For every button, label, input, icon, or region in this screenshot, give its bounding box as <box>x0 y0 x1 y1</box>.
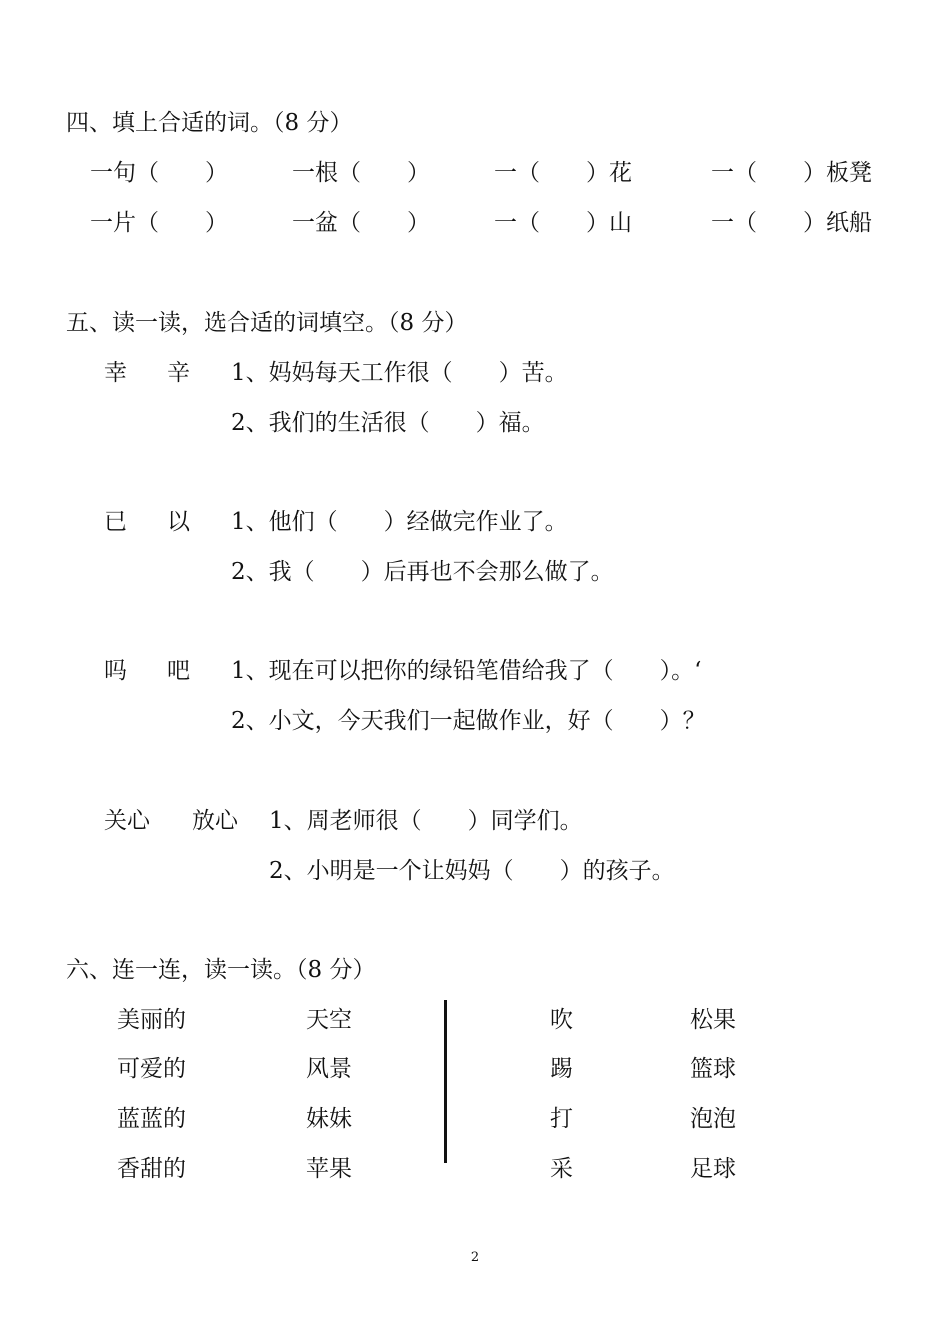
match-word: 香甜的 <box>117 1156 186 1182</box>
choice-word: 吧 <box>167 658 190 684</box>
measure-word-item: 一（ ）花 <box>494 160 632 186</box>
match-word: 风景 <box>306 1056 352 1082</box>
fill-sentence: 1、他们（ ）经做完作业了。 <box>231 509 568 535</box>
match-word: 打 <box>550 1106 573 1132</box>
match-word: 妹妹 <box>306 1106 352 1132</box>
choice-word: 以 <box>167 509 190 535</box>
fill-sentence: 2、我们的生活很（ ）福。 <box>231 410 545 436</box>
choice-word: 放心 <box>192 808 238 834</box>
match-word: 美丽的 <box>117 1007 186 1033</box>
choice-word: 幸 <box>104 360 127 386</box>
measure-word-item: 一（ ）纸船 <box>711 210 872 236</box>
match-word: 天空 <box>306 1007 352 1033</box>
fill-sentence: 1、妈妈每天工作很（ ）苦。 <box>231 360 568 386</box>
fill-sentence: 2、小文，今天我们一起做作业，好（ ）？ <box>231 708 706 734</box>
match-word: 泡泡 <box>690 1106 736 1132</box>
choice-word: 关心 <box>104 808 150 834</box>
match-word: 采 <box>550 1156 573 1182</box>
measure-word-item: 一（ ）板凳 <box>711 160 872 186</box>
section6-heading: 六、连一连，读一读。（8 分） <box>66 957 376 983</box>
measure-word-item: 一（ ）山 <box>494 210 632 236</box>
match-word: 可爱的 <box>117 1056 186 1082</box>
choice-word: 吗 <box>104 658 127 684</box>
fill-sentence: 2、我（ ）后再也不会那么做了。 <box>231 559 614 585</box>
page-number: 2 <box>470 1250 480 1265</box>
section5-heading: 五、读一读，选合适的词填空。（8 分） <box>66 310 468 336</box>
fill-sentence: 1、周老师很（ ）同学们。 <box>269 808 583 834</box>
match-word: 苹果 <box>306 1156 352 1182</box>
match-word: 篮球 <box>690 1056 736 1082</box>
match-word: 踢 <box>550 1056 573 1082</box>
match-word: 蓝蓝的 <box>117 1106 186 1132</box>
measure-word-item: 一句（ ） <box>90 160 228 186</box>
column-divider <box>444 1000 447 1163</box>
choice-word: 辛 <box>167 360 190 386</box>
match-word: 松果 <box>690 1007 736 1033</box>
measure-word-item: 一根（ ） <box>292 160 430 186</box>
match-word: 足球 <box>690 1156 736 1182</box>
match-word: 吹 <box>550 1007 573 1033</box>
choice-word: 已 <box>104 509 127 535</box>
fill-sentence: 1、现在可以把你的绿铅笔借给我了（ ）。‘ <box>231 658 702 684</box>
measure-word-item: 一片（ ） <box>90 210 228 236</box>
measure-word-item: 一盆（ ） <box>292 210 430 236</box>
section4-heading: 四、填上合适的词。（8 分） <box>66 110 353 136</box>
fill-sentence: 2、小明是一个让妈妈（ ）的孩子。 <box>269 858 675 884</box>
